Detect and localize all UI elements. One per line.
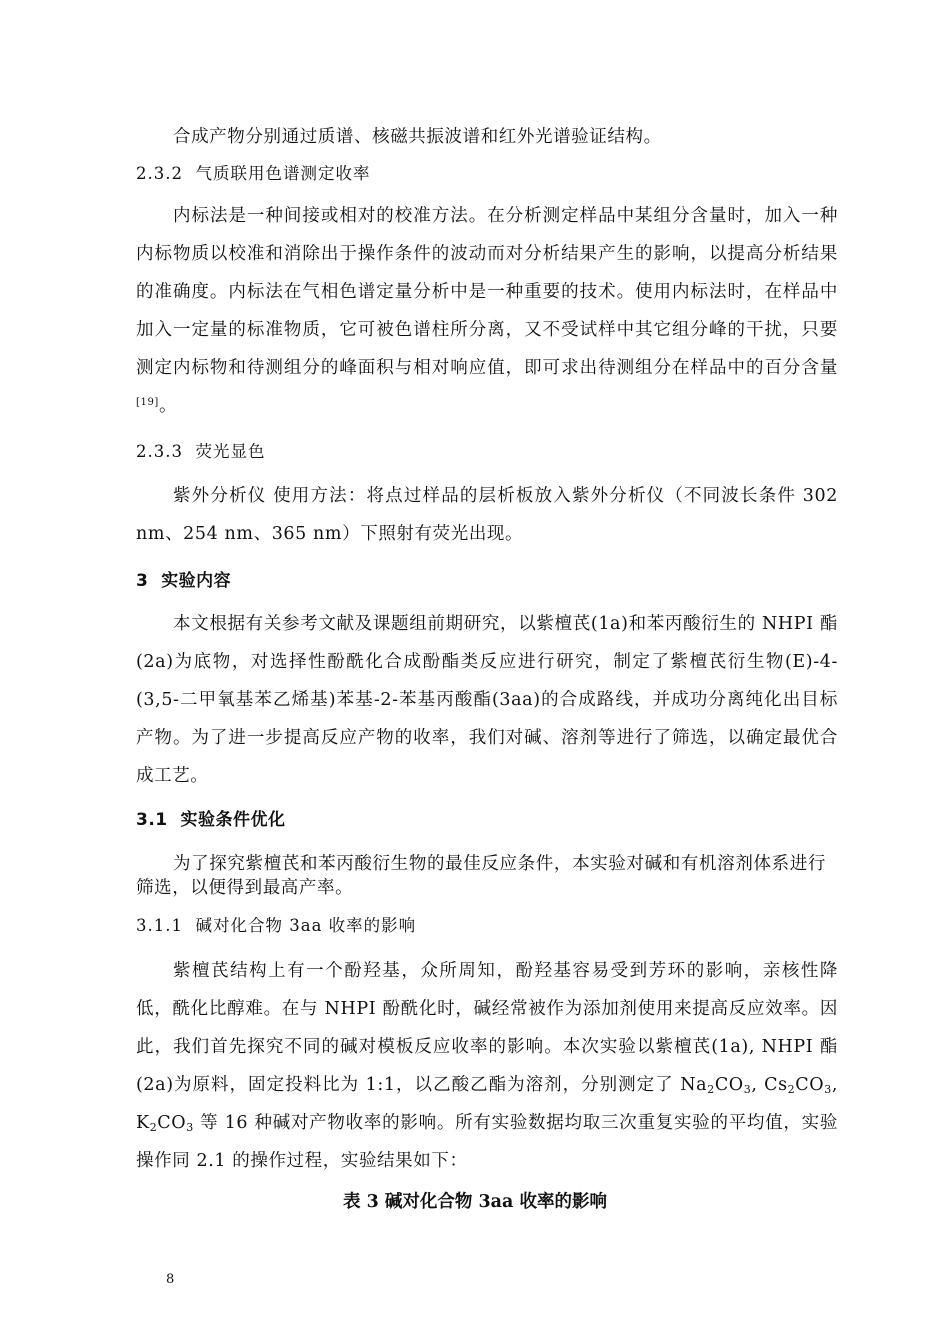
heading-number: 2.3.2 [136,164,183,183]
intro-paragraph: 合成产物分别通过质谱、核磁共振波谱和红外光谱验证结构。 [173,127,662,147]
internal-standard-paragraph [136,197,838,425]
paragraph-text: 紫檀芪结构上有一个酚羟基，众所周知，酚羟基容易受到芳环的影响，亲核性降低，酰化比醇难。在与 NHPI 酚酰化时，碱经常被作为添加剂使用来提高反应效率。因此，我们首先探究不同的碱对模板反应收率的影响。本次实验以紫檀芪(1a), NHPI 酯(2a)为原料，固定投料比为 1:1，以乙酸乙酯为溶剂，分别测定了 [136,961,838,1095]
paragraph-end: 。 [158,396,178,416]
heading-3-1-1 [136,912,416,936]
heading-3 [136,566,231,591]
paragraph-text: 内标法是一种间接或相对的校准方法。在分析测定样品中某组分含量时，加入一种内标物质以校准和消除出于操作条件的波动而对分析结果产生的影响，以提高分析结果的准确度。内标法在气相色谱定量分析中是一种重要的技术。使用内标法时，在样品中加入一定量的标准物质，它可被色谱柱所分离，又不受试样中其它组分峰的干扰，只要测定内标物和待测组分的峰面积与相对响应值，即可求出待测组分在样品中的百分含量 [136,206,838,378]
section-3-paragraph: 本文根据有关参考文献及课题组前期研究，以紫檀芪(1a)和苯丙酸衍生的 NHPI 酯(2a)为底物，对选择性酚酰化合成酚酯类反应进行研究，制定了紫檀芪衍生物(E)-4-(3,5-二甲氧基苯乙烯基)苯基-2-苯基丙酸酯(3aa)的合成路线，并成功分离纯化出目标产物。为了进一步提高反应产物的收率，我们对碱、溶剂等进行了筛选，以确定最优合成工艺。 [136,614,838,786]
table-caption: 表 3 碱对化合物 3aa 收率的影响 [343,1192,607,1212]
heading-title: 气质联用色谱测定收率 [195,164,371,183]
heading-title: 碱对化合物 3aa 收率的影响 [195,916,417,935]
section-3-1-1-paragraph: 紫檀芪结构上有一个酚羟基，众所周知，酚羟基容易受到芳环的影响，亲核性降低，酰化比醇难。在与 NHPI 酚酰化时，碱经常被作为添加剂使用来提高反应效率。因此，我们首先探究不同的碱对模板反应收率的影响。本次实验以紫檀芪(1a), NHPI 酯(2a)为原料，固定投料比为 1:1，以乙酸乙酯为溶剂，分别测定了 $Na_2CO_3$, $Cs_2CO_3$, $K_2CO_3$ 等 16 种碱对产物收率的影响。所有实验数据均取三次重复实验的平均值，实验操作同 2.1 的操作过程，实验结果如下： [136,961,838,1171]
heading-number: 2.3.3 [136,442,183,461]
heading-number: 3.1 [136,810,168,830]
citation-ref[interactable]: [19] [136,397,159,408]
formula-k2co3: $K_2CO_3$ [136,1113,194,1134]
page-number: 8 [166,1272,175,1287]
section-3-1-paragraph: 为了探究紫檀芪和苯丙酸衍生物的最佳反应条件，本实验对碱和有机溶剂体系进行筛选，以便得到最高产率。 [136,854,826,898]
heading-title: 实验内容 [161,571,232,591]
heading-2-3-3 [136,438,265,462]
heading-number: 3.1.1 [136,916,183,935]
heading-title: 实验条件优化 [180,810,286,830]
heading-number: 3 [136,571,149,591]
heading-title: 荧光显色 [195,442,266,461]
heading-3-1 [136,805,285,830]
formula-na2co3: $Na_2CO_3$ [680,1075,752,1096]
formula-cs2co3: $Cs_2CO_3$ [764,1075,832,1096]
heading-2-3-2 [136,160,370,184]
paragraph-text: 等 16 种碱对产物收率的影响。所有实验数据均取三次重复实验的平均值，实验操作同 2.1 的操作过程，实验结果如下： [136,1113,838,1171]
uv-paragraph: 紫外分析仪 使用方法：将点过样品的层析板放入紫外分析仪（不同波长条件 302 nm、254 nm、365 nm）下照射有荧光出现。 [136,486,838,544]
